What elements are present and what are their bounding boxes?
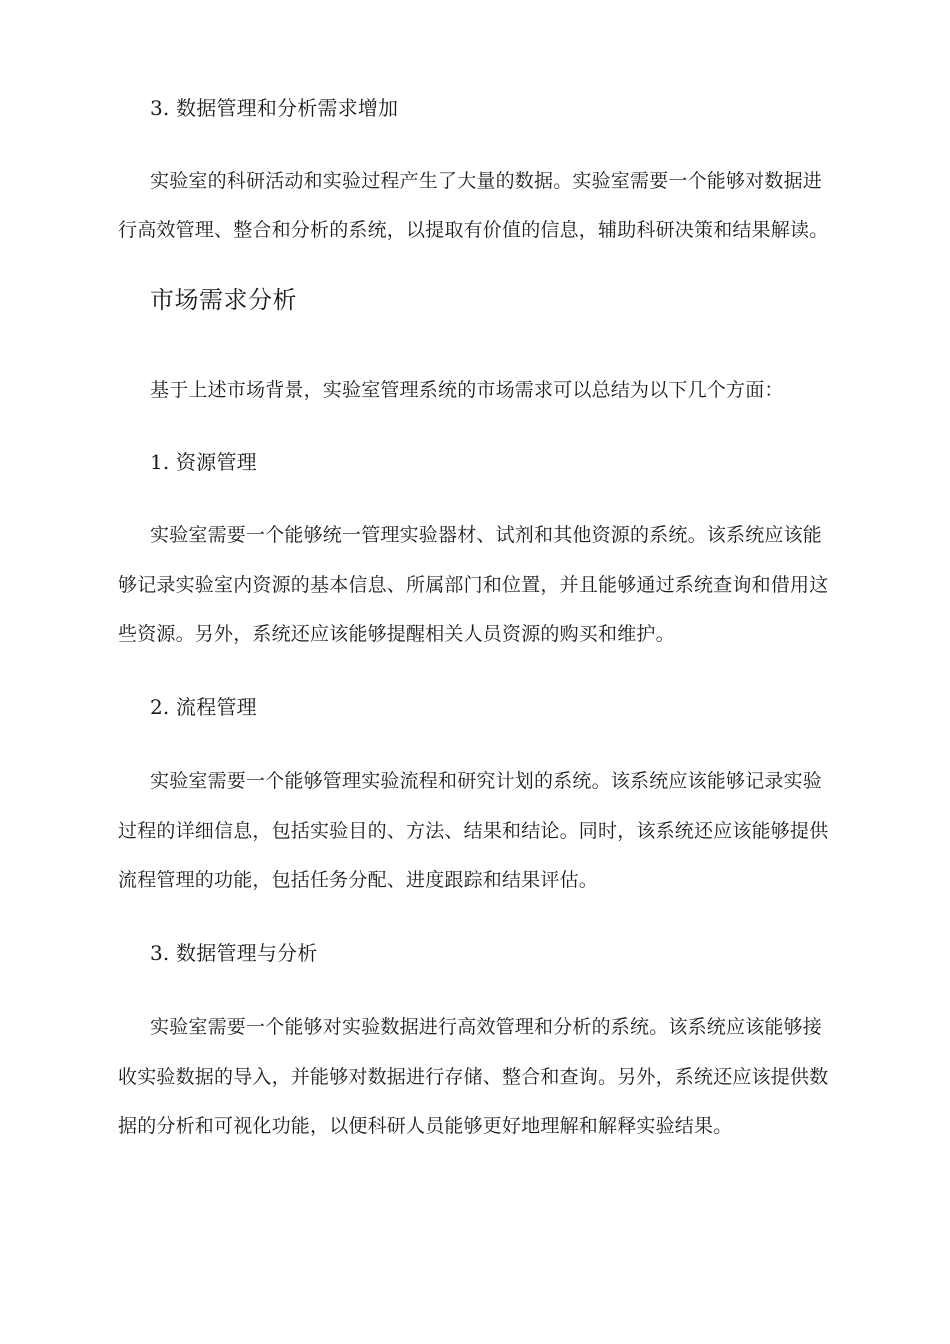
section-heading-process: 2. 流程管理 [150,695,257,719]
paragraph-line: 基于上述市场背景，实验室管理系统的市场需求可以总结为以下几个方面： [150,379,784,401]
paragraph-line: 收实验数据的导入，并能够对数据进行存储、整合和查询。另外，系统还应该提供数 [118,1066,829,1088]
paragraph-line: 行高效管理、整合和分析的系统，以提取有价值的信息，辅助科研决策和结果解读。 [118,219,829,241]
section-title-market-analysis: 市场需求分析 [150,286,297,314]
paragraph-line: 实验室需要一个能够对实验数据进行高效管理和分析的系统。该系统应该能够接 [150,1016,823,1038]
paragraph-line: 些资源。另外，系统还应该能够提醒相关人员资源的购买和维护。 [118,623,675,645]
section-heading-data: 3. 数据管理与分析 [150,941,318,965]
section-heading-data-growth: 3. 数据管理和分析需求增加 [150,96,399,120]
paragraph-line: 实验室需要一个能够管理实验流程和研究计划的系统。该系统应该能够记录实验 [150,770,823,792]
paragraph-line: 够记录实验室内资源的基本信息、所属部门和位置，并且能够通过系统查询和借用这 [118,574,829,596]
paragraph-line: 流程管理的功能，包括任务分配、进度跟踪和结果评估。 [118,869,599,891]
section-heading-resource: 1. 资源管理 [150,450,257,474]
paragraph-line: 据的分析和可视化功能，以便科研人员能够更好地理解和解释实验结果。 [118,1115,733,1137]
paragraph-line: 实验室需要一个能够统一管理实验器材、试剂和其他资源的系统。该系统应该能 [150,524,823,546]
paragraph-line: 实验室的科研活动和实验过程产生了大量的数据。实验室需要一个能够对数据进 [150,170,823,192]
paragraph-line: 过程的详细信息，包括实验目的、方法、结果和结论。同时，该系统还应该能够提供 [118,820,829,842]
